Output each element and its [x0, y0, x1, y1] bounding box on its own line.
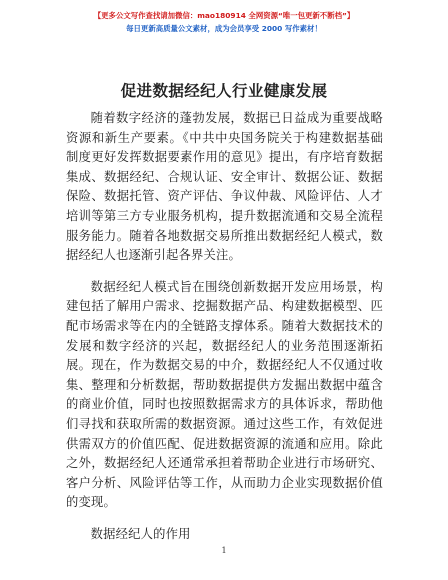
- page-number: 1: [221, 546, 227, 555]
- document-title: 促进数据经纪人行业健康发展: [120, 82, 328, 100]
- promo-banner-line-1: 【更多公文写作查找请加微信：mao180914 全网资源“唯一包更新不断档”】: [93, 11, 355, 20]
- promo-banner: [0, 9, 448, 35]
- section-heading: 数据经纪人的作用: [90, 526, 191, 541]
- paragraph-2: 数据经纪人模式旨在围绕创新数据开发应用场景，构建包括了解用户需求、挖掘数据产品、构建数据模型、匹配市场需求等在内的全链路支撑体系。随着大数据技术的发展和数字经济的兴起，数据经纪人的业务范围逐渐拓展。现在，作为数据交易的中介，数据经纪人不仅通过收集、整理和分析数据，帮助数据提供方发掘出数据中蕴含的商业价值，同时也按照数据需求方的具体诉求，帮助他们寻找和获取所需的数据资源。通过这些工作，有效促进供需双方的价值匹配、促进数据资源的流通和应用。除此之外，数据经纪人还通常承担着帮助企业进行市场研究、客户分析、风险评估等工作，从而助力企业实现数据价值的变现。: [66, 279, 383, 510]
- paragraph-1: 随着数字经济的蓬勃发展，数据已日益成为重要战略资源和新生产要素。《中共中央国务院关于构建数据基础制度更好发挥数据要素作用的意见》提出，有序培育数据集成、数据经纪、合规认证、安全审计、数据公证、数据保险、数据托管、资产评估、争议仲裁、风险评估、人才培训等第三方专业服务机构，提升数据流通和交易全流程服务能力。随着各地数据交易所推出数据经纪人模式，数据经纪人也逐渐引起各界关注。: [66, 111, 383, 263]
- document-body: [66, 109, 383, 556]
- promo-banner-line-2: 每日更新高质量公文素材，成为会员享受 2000 写作素材！: [126, 24, 322, 33]
